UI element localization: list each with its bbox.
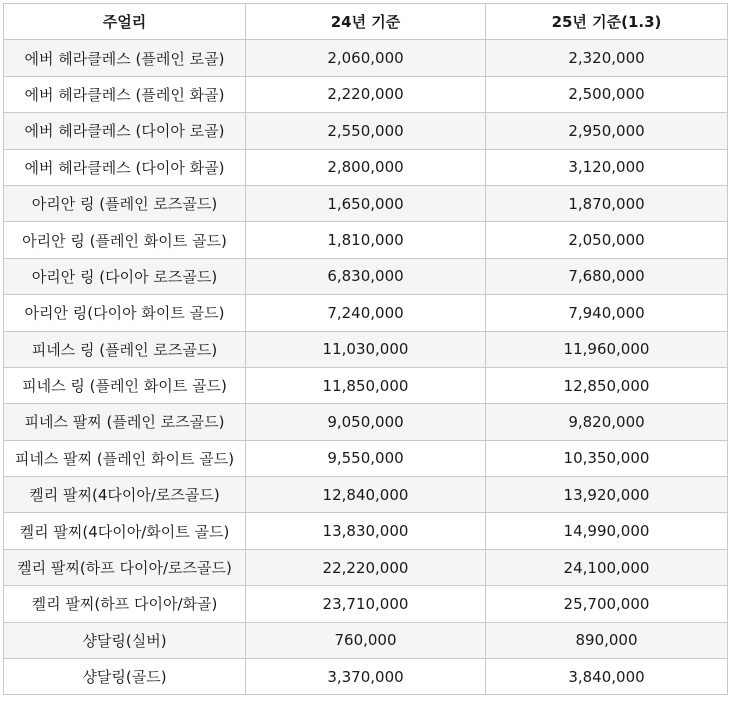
table-row [4,185,728,221]
header-jewelry: 주얼리 [4,4,246,40]
price-25-cell: 1,870,000 [486,185,728,221]
table-row [4,76,728,112]
table-row [4,40,728,76]
price-25-cell: 2,320,000 [486,40,728,76]
table-body [4,40,728,695]
jewelry-name-cell: 에버 헤라클레스 (플레인 화골) [4,76,246,112]
price-24-cell: 23,710,000 [246,586,486,622]
price-24-cell: 6,830,000 [246,258,486,294]
price-24-cell: 2,220,000 [246,76,486,112]
jewelry-name-cell: 피네스 팔찌 (플레인 로즈골드) [4,404,246,440]
jewelry-name-cell: 에버 헤라클레스 (플레인 로골) [4,40,246,76]
price-24-cell: 2,550,000 [246,113,486,149]
jewelry-name-cell: 피네스 링 (플레인 화이트 골드) [4,367,246,403]
jewelry-name-cell: 아리안 링 (플레인 화이트 골드) [4,222,246,258]
price-25-cell: 890,000 [486,622,728,658]
header-price-24: 24년 기준 [246,4,486,40]
jewelry-name-cell: 아리안 링 (다이아 로즈골드) [4,258,246,294]
table-row [4,549,728,585]
price-25-cell: 2,950,000 [486,113,728,149]
price-table-container [3,3,727,695]
price-24-cell: 12,840,000 [246,477,486,513]
price-24-cell: 3,370,000 [246,659,486,695]
jewelry-price-table [3,3,728,695]
price-25-cell: 24,100,000 [486,549,728,585]
header-price-25: 25년 기준(1.3) [486,4,728,40]
price-24-cell: 22,220,000 [246,549,486,585]
price-25-cell: 7,680,000 [486,258,728,294]
table-row [4,295,728,331]
price-25-cell: 7,940,000 [486,295,728,331]
table-row [4,149,728,185]
price-24-cell: 13,830,000 [246,513,486,549]
price-24-cell: 760,000 [246,622,486,658]
jewelry-name-cell: 켈리 팔찌(하프 다이아/로즈골드) [4,549,246,585]
price-25-cell: 9,820,000 [486,404,728,440]
price-25-cell: 11,960,000 [486,331,728,367]
price-25-cell: 2,500,000 [486,76,728,112]
price-24-cell: 9,050,000 [246,404,486,440]
table-header-row [4,4,728,40]
jewelry-name-cell: 아리안 링 (플레인 로즈골드) [4,185,246,221]
jewelry-name-cell: 피네스 링 (플레인 로즈골드) [4,331,246,367]
table-row [4,404,728,440]
price-25-cell: 13,920,000 [486,477,728,513]
jewelry-name-cell: 에버 헤라클레스 (다이아 화골) [4,149,246,185]
table-row [4,513,728,549]
table-row [4,331,728,367]
price-24-cell: 1,650,000 [246,185,486,221]
price-24-cell: 7,240,000 [246,295,486,331]
table-row [4,222,728,258]
jewelry-name-cell: 샹달링(골드) [4,659,246,695]
price-24-cell: 11,850,000 [246,367,486,403]
price-25-cell: 25,700,000 [486,586,728,622]
price-24-cell: 11,030,000 [246,331,486,367]
price-25-cell: 10,350,000 [486,440,728,476]
jewelry-name-cell: 피네스 팔찌 (플레인 화이트 골드) [4,440,246,476]
jewelry-name-cell: 에버 헤라클레스 (다이아 로골) [4,113,246,149]
price-24-cell: 2,800,000 [246,149,486,185]
price-25-cell: 3,840,000 [486,659,728,695]
price-24-cell: 2,060,000 [246,40,486,76]
table-row [4,586,728,622]
table-row [4,258,728,294]
jewelry-name-cell: 켈리 팔찌(하프 다이아/화골) [4,586,246,622]
price-25-cell: 3,120,000 [486,149,728,185]
price-25-cell: 2,050,000 [486,222,728,258]
price-25-cell: 14,990,000 [486,513,728,549]
jewelry-name-cell: 아리안 링(다이아 화이트 골드) [4,295,246,331]
price-25-cell: 12,850,000 [486,367,728,403]
jewelry-name-cell: 샹달링(실버) [4,622,246,658]
jewelry-name-cell: 켈리 팔찌(4다이아/로즈골드) [4,477,246,513]
jewelry-name-cell: 켈리 팔찌(4다이아/화이트 골드) [4,513,246,549]
price-24-cell: 9,550,000 [246,440,486,476]
table-row [4,659,728,695]
table-row [4,477,728,513]
table-row [4,622,728,658]
price-24-cell: 1,810,000 [246,222,486,258]
table-row [4,367,728,403]
table-row [4,440,728,476]
table-row [4,113,728,149]
